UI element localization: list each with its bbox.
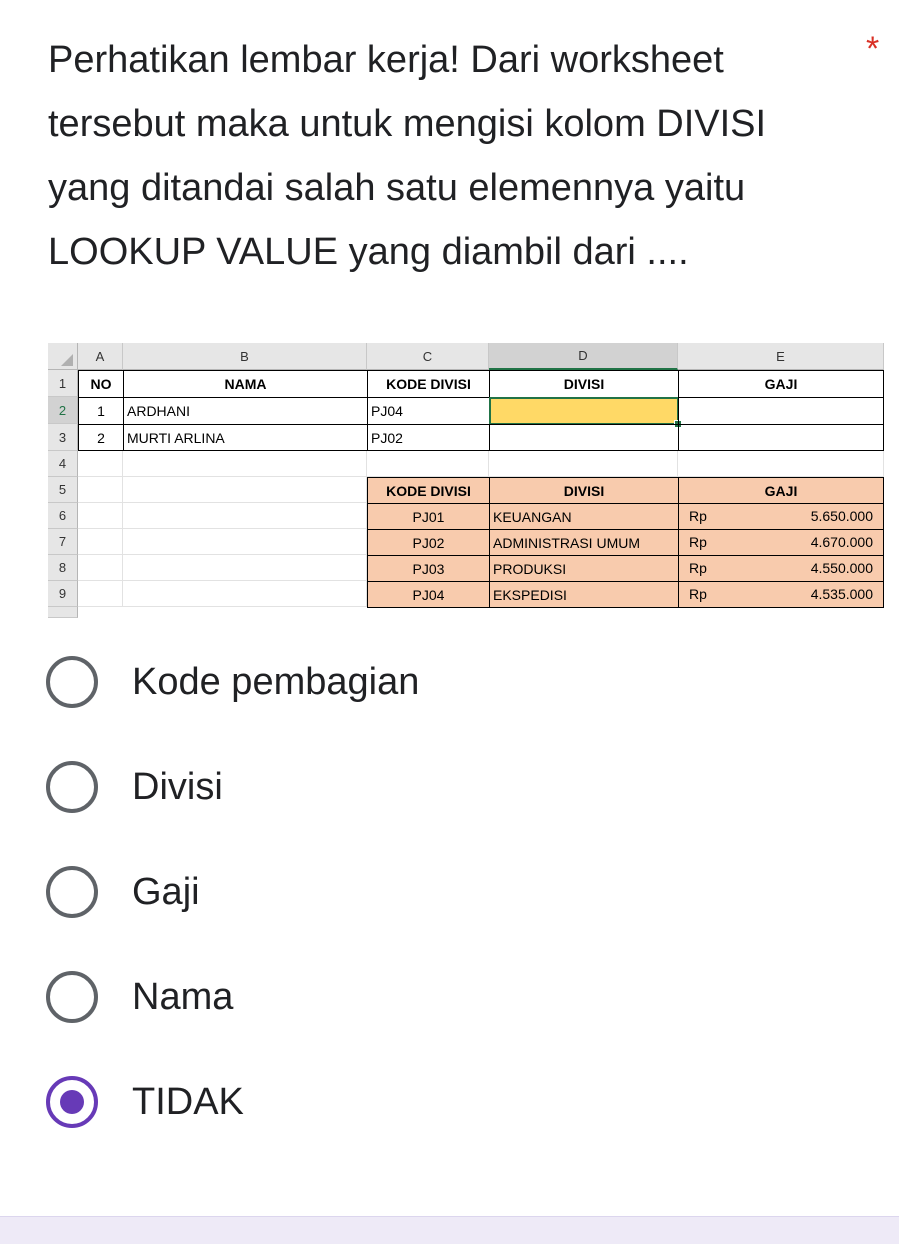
lookup-cell-divisi: EKSPEDISI xyxy=(489,581,679,608)
column-header-d: D xyxy=(489,343,678,370)
required-asterisk: * xyxy=(866,30,880,68)
bottom-bar xyxy=(0,1216,899,1244)
lookup-cell-divisi: ADMINISTRASI UMUM xyxy=(489,529,679,556)
cell-no: 1 xyxy=(78,397,124,425)
lookup-cell-kode: PJ04 xyxy=(367,581,490,608)
radio-button[interactable] xyxy=(46,761,98,813)
header-gaji: GAJI xyxy=(678,370,884,398)
cell-no: 2 xyxy=(78,424,124,451)
lookup-cell-kode: PJ03 xyxy=(367,555,490,582)
lookup-cell-kode: PJ01 xyxy=(367,503,490,530)
option-label: Divisi xyxy=(132,766,223,808)
row-header-7: 7 xyxy=(48,529,78,555)
lookup-header-gaji: GAJI xyxy=(678,477,884,504)
radio-selected-dot-icon xyxy=(60,1090,84,1114)
header-divisi: DIVISI xyxy=(489,370,679,398)
option-divisi[interactable] xyxy=(46,759,866,815)
cell-kode-divisi: PJ04 xyxy=(367,397,490,425)
grid-cell xyxy=(78,503,123,529)
column-header-a: A xyxy=(78,343,123,370)
grid-cell xyxy=(123,529,367,555)
lookup-cell-divisi: PRODUKSI xyxy=(489,555,679,582)
spreadsheet-image xyxy=(48,343,884,618)
grid-cell xyxy=(123,555,367,581)
lookup-cell-divisi: KEUANGAN xyxy=(489,503,679,530)
lookup-cell-currency: Rp xyxy=(689,560,707,576)
lookup-cell-currency: Rp xyxy=(689,508,707,524)
lookup-cell-currency: Rp xyxy=(689,534,707,550)
grid-cell xyxy=(489,451,678,477)
radio-button-selected[interactable] xyxy=(46,1076,98,1128)
row-header-5: 5 xyxy=(48,477,78,503)
grid-cell xyxy=(78,477,123,503)
grid-cell xyxy=(123,581,367,607)
lookup-cell-gaji xyxy=(678,555,884,582)
option-gaji[interactable] xyxy=(46,864,866,920)
grid-cell xyxy=(78,555,123,581)
column-header-c: C xyxy=(367,343,489,370)
grid-cell xyxy=(678,451,884,477)
grid-cell xyxy=(123,451,367,477)
cell-gaji xyxy=(678,424,884,451)
lookup-cell-kode: PJ02 xyxy=(367,529,490,556)
row-header-2: 2 xyxy=(48,397,78,424)
lookup-cell-gaji xyxy=(678,581,884,608)
lookup-header-divisi: DIVISI xyxy=(489,477,679,504)
option-tidak[interactable] xyxy=(46,1074,866,1130)
header-nama: NAMA xyxy=(123,370,368,398)
option-label: Kode pembagian xyxy=(132,661,420,703)
radio-button[interactable] xyxy=(46,866,98,918)
cell-nama: MURTI ARLINA xyxy=(123,424,368,451)
cell-divisi-highlighted xyxy=(489,397,679,425)
option-label: Gaji xyxy=(132,871,200,913)
column-header-e: E xyxy=(678,343,884,370)
row-header-9: 9 xyxy=(48,581,78,607)
grid-cell xyxy=(78,581,123,607)
grid-cell xyxy=(123,477,367,503)
lookup-cell-amount: 4.535.000 xyxy=(810,586,873,602)
column-header-b: B xyxy=(123,343,367,370)
option-kode-pembagian[interactable] xyxy=(46,654,866,710)
lookup-cell-currency: Rp xyxy=(689,586,707,602)
cell-gaji xyxy=(678,397,884,425)
radio-button[interactable] xyxy=(46,971,98,1023)
cell-divisi xyxy=(489,424,679,451)
grid-cell xyxy=(367,451,489,477)
lookup-cell-gaji xyxy=(678,529,884,556)
question-text: Perhatikan lembar kerja! Dari worksheet tersebut maka untuk mengisi kolom DIVISI yang ditandai salah satu elemennya yaitu LOOKUP VALUE yang diambil dari .... xyxy=(48,39,767,273)
header-kode-divisi: KODE DIVISI xyxy=(367,370,490,398)
select-all-triangle-icon xyxy=(61,354,73,366)
option-label: Nama xyxy=(132,976,234,1018)
lookup-header-kode-divisi: KODE DIVISI xyxy=(367,477,490,504)
header-no: NO xyxy=(78,370,124,398)
lookup-cell-gaji xyxy=(678,503,884,530)
row-header-8: 8 xyxy=(48,555,78,581)
row-header-1: 1 xyxy=(48,370,78,397)
row-header-6: 6 xyxy=(48,503,78,529)
cell-nama: ARDHANI xyxy=(123,397,368,425)
option-label: TIDAK xyxy=(132,1081,244,1123)
cell-kode-divisi: PJ02 xyxy=(367,424,490,451)
grid-cell xyxy=(78,451,123,477)
row-header-3: 3 xyxy=(48,424,78,451)
lookup-cell-amount: 4.670.000 xyxy=(810,534,873,550)
row-header-partial xyxy=(48,607,78,618)
row-header-4: 4 xyxy=(48,451,78,477)
grid-cell xyxy=(78,529,123,555)
grid-cell xyxy=(123,503,367,529)
radio-button[interactable] xyxy=(46,656,98,708)
lookup-cell-amount: 4.550.000 xyxy=(810,560,873,576)
option-nama[interactable] xyxy=(46,969,866,1025)
lookup-cell-amount: 5.650.000 xyxy=(810,508,873,524)
select-all-corner xyxy=(48,343,78,370)
